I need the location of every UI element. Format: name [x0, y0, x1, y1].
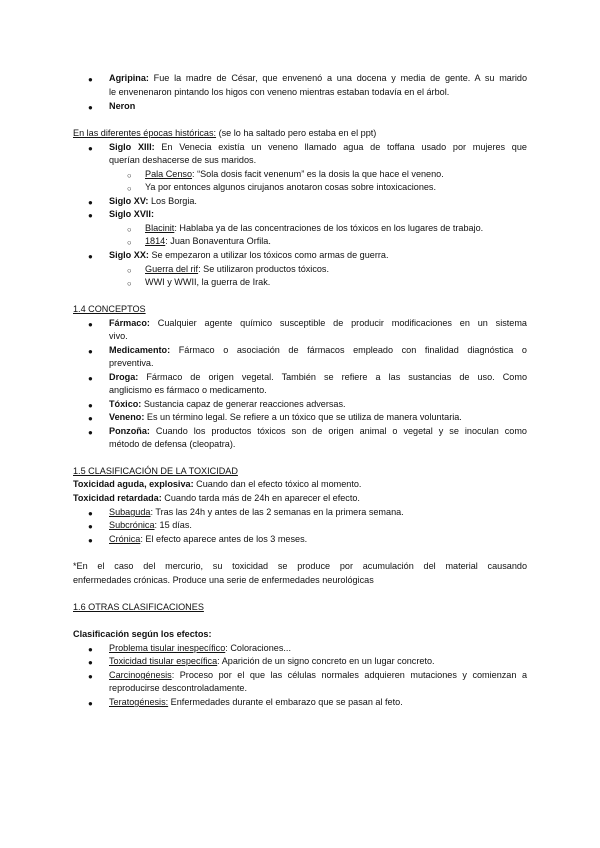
list-item: Fármaco: Cualquier agente químico susceptible de producir modificaciones en un sistema [109, 318, 527, 328]
toxicidad-aguda: Toxicidad aguda, explosiva: Cuando dan el efecto tóxico al momento. [73, 479, 362, 489]
list-item-cont: reproducirse descontroladamente. [109, 683, 248, 693]
sub-item: Guerra del rif: Se utilizaron productos tóxicos. [145, 264, 329, 274]
circle-bullet-icon: ○ [127, 266, 132, 275]
bullet-icon: ● [88, 522, 93, 531]
list-item-cont: método de defensa (cleopatra). [109, 439, 236, 449]
sub-item: WWI y WWII, la guerra de Irak. [145, 277, 271, 287]
list-item: Medicamento: Fármaco o asociación de fármacos empleado con finalidad diagnóstica o [109, 345, 527, 355]
list-item: Droga: Fármaco de origen vegetal. También se refiere a las sustancias de uso. Como [109, 372, 527, 382]
list-item: Siglo XV: Los Borgia. [109, 196, 197, 206]
list-item: Siglo XX: Se empezaron a utilizar los tóxicos como armas de guerra. [109, 250, 389, 260]
list-item: Siglo XIII: En Venecia existía un veneno llamado agua de toffana usado por mujeres que [109, 142, 527, 152]
bullet-icon: ● [88, 347, 93, 356]
list-item-cont: le envenenaron pintando los higos con veneno mientras estaban todavía en el árbol. [109, 87, 450, 97]
circle-bullet-icon: ○ [127, 225, 132, 234]
list-item: Ponzoña: Cuando los productos tóxicos son de origen animal o vegetal y se inoculan como [109, 426, 527, 436]
bullet-icon: ● [88, 428, 93, 437]
list-item: Neron [109, 101, 136, 111]
list-item: Veneno: Es un término legal. Se refiere a un tóxico que se utiliza de manera voluntaria. [109, 412, 462, 422]
sub-item: Ya por entonces algunos cirujanos anotaron cosas sobre intoxicaciones. [145, 182, 437, 192]
bullet-icon: ● [88, 252, 93, 261]
bullet-icon: ● [88, 401, 93, 410]
section-heading-conceptos: 1.4 CONCEPTOS [73, 304, 146, 314]
list-item: Tóxico: Sustancia capaz de generar reacciones adversas. [109, 399, 346, 409]
bullet-icon: ● [88, 144, 93, 153]
bullet-icon: ● [88, 75, 93, 84]
toxicidad-retardada: Toxicidad retardada: Cuando tarda más de 24h en aparecer el efecto. [73, 493, 360, 503]
list-item: Crónica: El efecto aparece antes de los 3 meses. [109, 534, 308, 544]
sub-item: 1814: Juan Bonaventura Orfila. [145, 236, 271, 246]
list-item: Subaguda: Tras las 24h y antes de las 2 semanas en la primera semana. [109, 507, 404, 517]
bullet-icon: ● [88, 414, 93, 423]
sub-item: Pala Censo: “Sola dosis facit venenum” es la dosis la que hace el veneno. [145, 169, 444, 179]
circle-bullet-icon: ○ [127, 279, 132, 288]
bullet-icon: ● [88, 672, 93, 681]
list-item: Problema tisular inespecífico: Coloraciones... [109, 643, 291, 653]
circle-bullet-icon: ○ [127, 171, 132, 180]
list-item-cont: querían deshacerse de sus maridos. [109, 155, 257, 165]
bullet-icon: ● [88, 198, 93, 207]
bullet-icon: ● [88, 211, 93, 220]
bullet-icon: ● [88, 374, 93, 383]
circle-bullet-icon: ○ [127, 238, 132, 247]
list-item: Toxicidad tisular específica: Aparición de un signo concreto en un lugar concreto. [109, 656, 435, 666]
circle-bullet-icon: ○ [127, 184, 132, 193]
mercurio-note: *En el caso del mercurio, su toxicidad se produce por acumulación del material causando [73, 561, 527, 571]
bullet-icon: ● [88, 103, 93, 112]
epocas-heading: En las diferentes épocas históricas: (se lo ha saltado pero estaba en el ppt) [73, 128, 377, 138]
list-item-cont: preventiva. [109, 358, 154, 368]
list-item: Siglo XVII: [109, 209, 154, 219]
bullet-icon: ● [88, 645, 93, 654]
mercurio-note-cont: enfermedades crónicas. Produce una serie de enfermedades neurológicas [73, 575, 374, 585]
subheading-efectos: Clasificación según los efectos: [73, 629, 212, 639]
bullet-icon: ● [88, 320, 93, 329]
list-item-cont: anglicismo es fármaco o medicamento. [109, 385, 267, 395]
section-heading-otras: 1.6 OTRAS CLASIFICACIONES [73, 602, 204, 612]
bullet-icon: ● [88, 536, 93, 545]
list-item: Subcrónica: 15 días. [109, 520, 192, 530]
list-item: Carcinogénesis: Proceso por el que las células normales adquieren mutaciones y comienzan a [109, 670, 527, 680]
bullet-icon: ● [88, 509, 93, 518]
section-heading-clasificacion: 1.5 CLASIFICACIÓN DE LA TOXICIDAD [73, 466, 238, 476]
list-item: Agripina: Fue la madre de César, que envenenó a una docena y media de gente. A su marido [109, 73, 527, 83]
bullet-icon: ● [88, 658, 93, 667]
bullet-icon: ● [88, 699, 93, 708]
sub-item: Blacinit: Hablaba ya de las concentraciones de los tóxicos en los lugares de trabajo. [145, 223, 484, 233]
list-item-cont: vivo. [109, 331, 128, 341]
list-item: Teratogénesis: Enfermedades durante el embarazo que se pasan al feto. [109, 697, 403, 707]
